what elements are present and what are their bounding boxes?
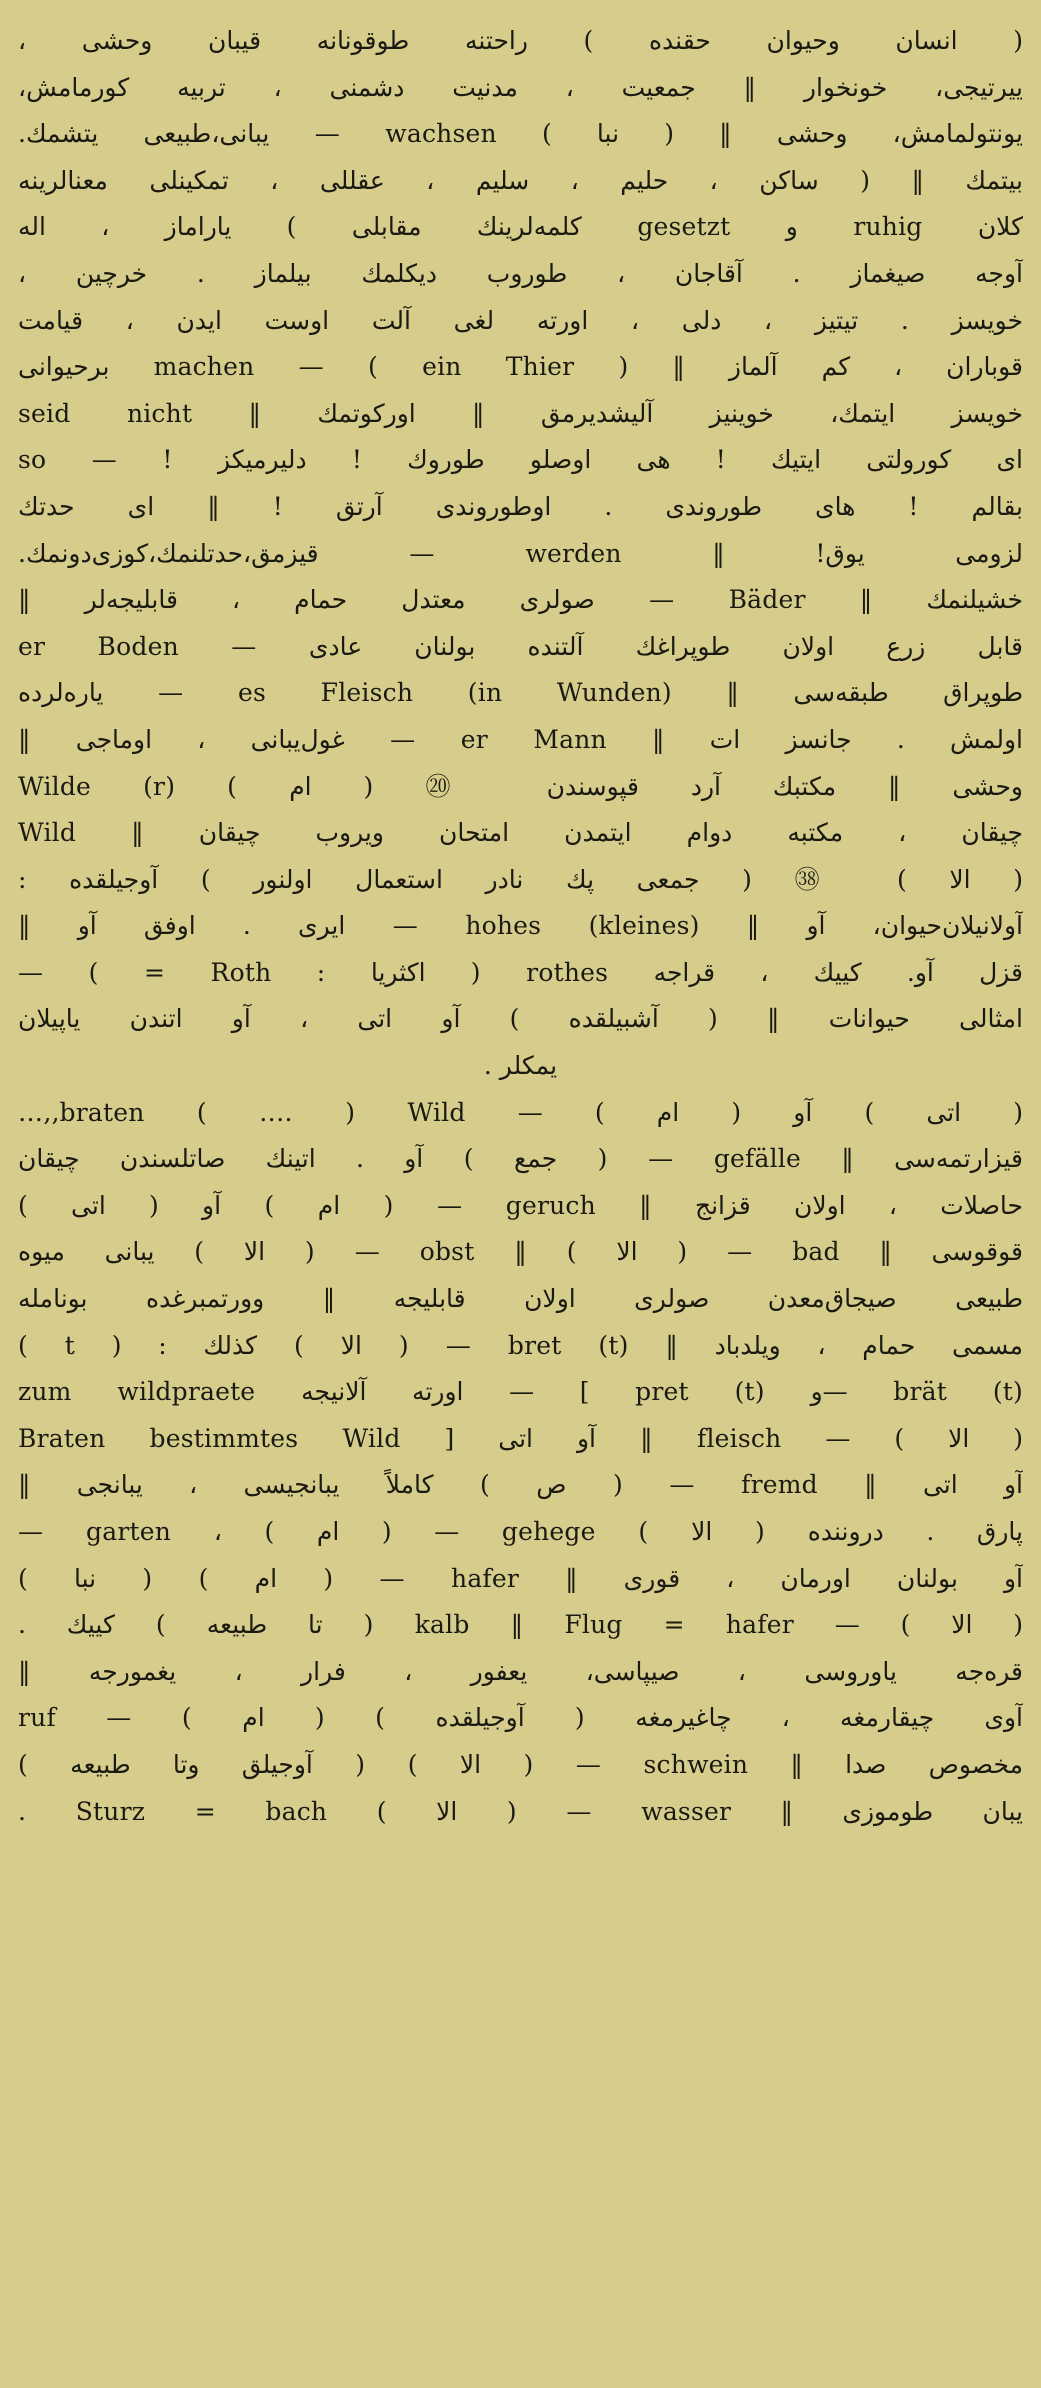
text-line: ( الا ) — fleisch ‖ آو اتی [ Braten bestimmtes Wild (18, 1423, 1023, 1453)
text-line: امثالی حیوانات ‖ ( آشبیلقده ) آو اتی ، آو اتندن یاپیلان (18, 1004, 1023, 1034)
text-line: خشیلنمك ‖ Bäder — صولری معتدل حمام ، قابلیجه‌لر ‖ (18, 585, 1023, 615)
text-line: خویسز . تیتیز ، دلی ، اورته لغی آلت اوست ایدن ، قیامت (18, 305, 1023, 335)
text-line: قیزارتمه‌سی ‖ gefälle — ( جمع ) آو . اتینك صاتلسندن چیقان (18, 1144, 1023, 1174)
text-line: لزومی یوق! ‖ werden — قیزمق،حدتلنمك،کوزی‌دونمك. (18, 538, 1023, 568)
text-line: ( الا ) ㊳ ( جمعی پك نادر استعمال اولنور ) آوجیلقده : (18, 864, 1023, 894)
text-line: قوقوسی ‖ bad — ( الا ) ‖ obst — ( الا ) یبانی میوه (18, 1237, 1023, 1267)
text-line: آولانیلان‌حیوان، آو ‖ hohes (kleines) — ایری . اوفق آو ‖ (18, 911, 1023, 941)
text-line: طبیعی صیجاق‌معدن صولری اولان قابلیجه ‖ وورتمبرغده بونامله (18, 1284, 1023, 1314)
text-line: آوجه صیغماز . آقاجان ، طوروب دیکلمك بیلماز . خرچین ، (18, 258, 1023, 288)
text-line: ( اتی ) آو ( ام ) — braten ( ‥‥ ) Wild‚‚… (18, 1097, 1023, 1127)
text-line: آو بولنان اورمان ، قوری ‖ hafer — ( ام ) ( نبا ) (18, 1563, 1023, 1593)
text-line: ییرتیجی، خونخوار ‖ جمعیت ، مدنیت دشمنی ، تربیه کورمامش، (18, 72, 1023, 102)
text-line: حاصلات ، اولان قزانج ‖ geruch — ( ام ) آو ( اتی ) (18, 1190, 1023, 1220)
text-line: Wilde (r) ( ام ) ⑳ وحشی ‖ مکتبك آرد قپوسندن (18, 771, 1023, 801)
text-line: یبان طوموزی ‖ wasser — ( الا ) Sturz = bach . (18, 1796, 1023, 1826)
text-line: قوباران ، کم آلماز ‖ machen — ( ein Thier ) برحیوانی (18, 352, 1023, 382)
text-line: مسمی حمام ، ویلدباد ‖ bret (t) — ( الا ) کذلك : ( t ) (18, 1330, 1023, 1360)
text-line: یمکلر . (483, 1051, 558, 1081)
text-line: بیتمك ‖ ( ساکن ، حلیم ، سلیم ، عقللی ، تمکینلی معنالرینه (18, 165, 1023, 195)
text-line: یونتولمامش، وحشی ‖ ( نبا ) wachsen — یبانی،طبیعی یتشمك. (18, 119, 1023, 149)
text-line: — garten ، ( ام ) — gehege ( الا ) پارق . دروننده (18, 1517, 1023, 1546)
text-line: er Boden — قابل زرع اولان طوپراغك آلتنده بولنان عادی (18, 631, 1023, 661)
text-line: بقالم ! های طوروندی . اوطوروندی آرتق ! ‖ ای حدتك (18, 491, 1023, 521)
text-line: مخصوص صدا ‖ schwein — ( الا ) ( آوجیلق وتا طبیعه ) (18, 1749, 1023, 1779)
text-line: ( انسان وحیوان حقنده ) راحتنه طوقونانه قیبان وحشی ، (18, 26, 1023, 55)
text-line: کلان ruhig و gesetzt کلمه‌لرینك مقابلی ) یاراماز ، اله (18, 212, 1023, 242)
text-line: چیقان ، مکتبه دوام ایتمدن امتحان ویروب چیقان ‖ Wild (18, 818, 1023, 848)
text-line: zum wildpraete اورته آلانیجه — [ pret (t) و— brät (t) (18, 1377, 1023, 1407)
text-line: خویسز ایتمك، خوینیز آلیشدیرمق ‖ اورکوتمك ‖ seid nicht (18, 398, 1023, 428)
text-line: قره‌جه یاوروسی ، صیپاسی، یعفور ، فرار ، یغمورجه ‖ (18, 1656, 1023, 1686)
text-line: آو اتی ‖ fremd — ( ص ) کاملاً یبانجیسی ، یبانجی ‖ (18, 1470, 1023, 1500)
text-line: so — ! ای کورولتی ایتیك ! هی اوصلو طوروك ! دلیرمیکز (18, 445, 1023, 475)
text-line: — ( = Roth : اکثریا ) rothes قزل آو. کییك ، قراجه (18, 957, 1023, 987)
text-line: اولمش . جانسز ات ‖ er Mann — غول‌یبانی ، اوماجی ‖ (18, 724, 1023, 754)
text-line: ( الا ) — kalb ‖ Flug = hafer ( تا طبیعه ) کییك . (18, 1610, 1023, 1640)
text-line: طوپراق طبقه‌سی ‖ es Fleisch (in Wunden) — یاره‌لرده (18, 678, 1023, 708)
text-line: ruf — ( ام ) ( آوجیلقده ) آوی چیقارمغه ، چاغیرمغه (18, 1703, 1023, 1733)
